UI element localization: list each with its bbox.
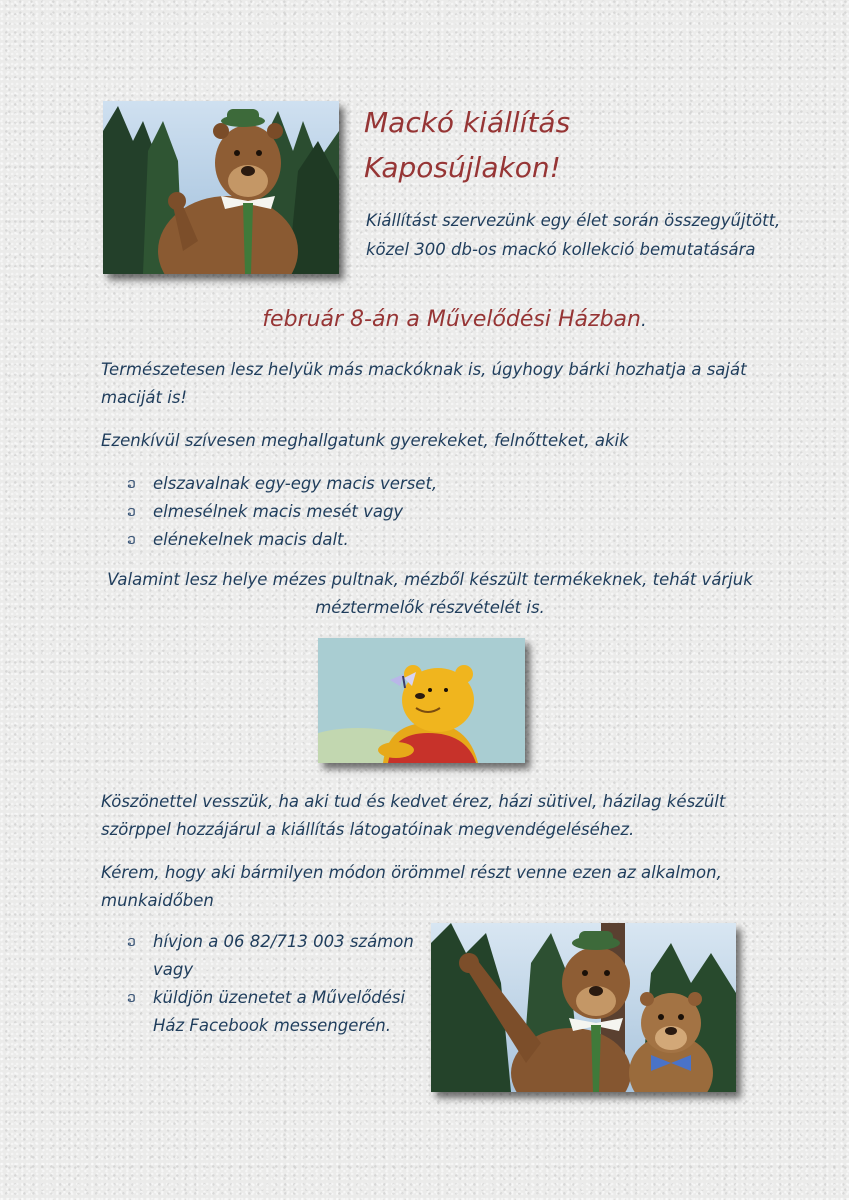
paragraph-performers: Ezenkívül szívesen meghallgatunk gyerekeket, felnőtteket, akik xyxy=(101,431,629,450)
paragraph-thanks: Köszönettel vesszük, ha aki tud és kedvet érez, házi sütivel, házilag készült szörppel hozzájárul a kiállítás látogatóinak megvendégeléséhez. xyxy=(101,792,726,839)
list-item xyxy=(127,928,417,984)
messenger-contact: küldjön üzenetet a Művelődési Ház Facebook messengerén. xyxy=(153,988,406,1035)
bullet-swirl-icon: ວ xyxy=(127,934,136,950)
paragraph-contact: Kérem, hogy aki bármilyen módon örömmel részt venne ezen az alkalmon, munkaidőben xyxy=(101,863,722,910)
title-line-2: Kaposújlakon! xyxy=(364,151,561,184)
paragraph-other-bears: Természetesen lesz helyük más mackóknak is, úgyhogy bárki hozhatja a saját maciját is! xyxy=(101,360,747,407)
winnie-the-pooh-image xyxy=(318,638,525,763)
bullet-swirl-icon: ວ xyxy=(127,990,136,1006)
list-item: ວ elszavalnak egy-egy macis verset, xyxy=(127,470,627,498)
title-line-1: Mackó kiállítás xyxy=(364,106,571,139)
bullet-swirl-icon: ວ xyxy=(127,476,136,492)
intro-text: Kiállítást szervezünk egy élet során összegyűjtött, közel 300 db-os mackó kollekció bemutatására xyxy=(366,211,781,259)
performer-list xyxy=(127,470,627,554)
paragraph-honey: Valamint lesz helye mézes pultnak, mézből készült termékeknek, tehát várjuk méztermelők részvételét is. xyxy=(107,570,753,617)
event-date-suffix: . xyxy=(640,310,647,331)
list-item: ວ elmesélnek macis mesét vagy xyxy=(127,498,627,526)
yogi-and-boo-boo-photo xyxy=(431,923,736,1092)
contact-list xyxy=(127,928,417,1040)
bullet-swirl-icon: ວ xyxy=(127,532,136,548)
yogi-bear-photo xyxy=(103,101,339,274)
list-item xyxy=(127,984,417,1040)
list-item: ວ elénekelnek macis dalt. xyxy=(127,526,627,554)
bullet-swirl-icon: ວ xyxy=(127,504,136,520)
phone-contact: hívjon a 06 82/713 003 számon vagy xyxy=(153,932,414,979)
event-date: február 8-án a Művelődési Házban xyxy=(262,307,641,332)
event-date-line xyxy=(0,307,849,332)
page-title xyxy=(364,100,784,190)
